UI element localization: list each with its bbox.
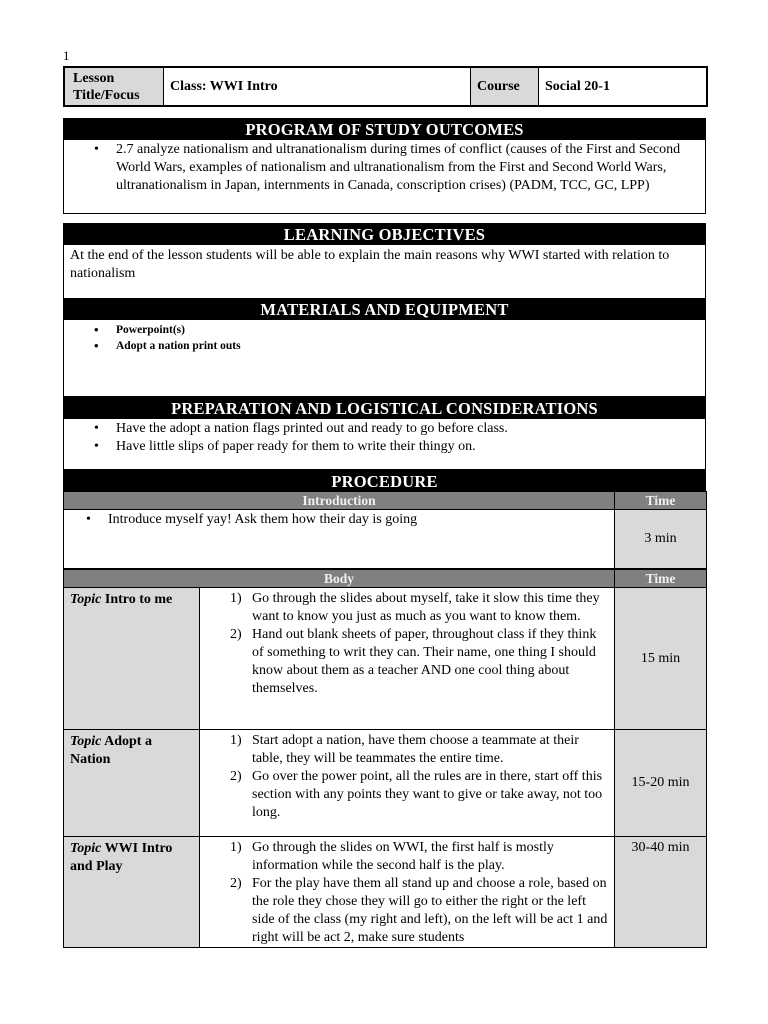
outcomes-section [63,118,706,214]
lesson-header-table [63,66,708,107]
topic-row [64,837,707,948]
introduction-cell [64,510,615,569]
class-title: Class: WWI Intro [164,68,471,105]
topic-time: 15-20 min [615,730,707,837]
procedure-section [63,470,706,492]
objectives-section [63,223,706,299]
step-item: 2) Hand out blank sheets of paper, throughout class if they think of something to writ they can. Their name, one thing I should know about them as a teacher AND one cool thing about themselves. [230,627,597,696]
preparation-heading: PREPARATION AND LOGISTICAL CONSIDERATIONS [64,398,705,419]
material-item: • Powerpoint(s) [116,322,697,338]
step-item: 2) Go over the power point, all the rules are in there, start off this section with any points they want to give or take away, not too long. [230,769,603,820]
body-header: Body [64,570,615,588]
preparation-list [72,420,697,456]
outcome-item: • 2.7 analyze nationalism and ultranationalism during times of conflict (causes of the First and Second World Wars, examples of nationalism and ultranationalism from the First and Second World Wars, ultranationalism in Japan, internments in Canada, conscription crises) (PADM, TCC, GC, LPP) [116,141,697,195]
topic-label [64,588,200,730]
introduction-header: Introduction [64,492,615,510]
preparation-item: • Have little slips of paper ready for them to write their thingy on. [116,438,697,456]
step-item: 2) For the play have them all stand up and choose a role, based on the role they chose they will go to either the right or the left side of the class (my right and left), on the left will be act 1 and right will be act 2, make sure students [230,876,608,945]
course-label: Course [471,68,539,105]
topic-steps [200,730,615,837]
topic-name: Intro to me [104,592,173,607]
course-value: Social 20-1 [545,78,610,94]
outcomes-heading: PROGRAM OF STUDY OUTCOMES [64,119,705,140]
page-number: 1 [63,48,70,63]
time-header: Time [615,492,707,510]
preparation-item: • Have the adopt a nation flags printed out and ready to go before class. [116,420,697,438]
topic-prefix: Topic [70,841,102,856]
materials-heading: MATERIALS AND EQUIPMENT [64,299,705,320]
body-table [63,569,707,948]
topic-time: 30-40 min [615,837,707,948]
preparation-section [63,397,706,470]
introduction-time: 3 min [615,510,707,569]
topic-prefix: Topic [70,734,102,749]
introduction-item: • Introduce myself yay! Ask them how their day is going [108,511,614,529]
step-item: 1) Go through the slides on WWI, the first half is mostly information while the second half is the play. [230,840,554,873]
step-item: 1) Go through the slides about myself, take it slow this time they want to know you just as much as you want to know them. [230,591,600,624]
topic-row [64,730,707,837]
procedure-heading: PROCEDURE [64,471,705,492]
topic-label [64,837,200,948]
topic-steps [200,837,615,948]
topic-prefix: Topic [70,592,102,607]
introduction-table [63,491,707,569]
topic-time: 15 min [615,588,707,730]
materials-section [63,298,706,397]
topic-steps [200,588,615,730]
topic-label [64,730,200,837]
lesson-title-label: Lesson Title/Focus [65,68,164,105]
materials-list [72,322,697,354]
material-item: • Adopt a nation print outs [116,338,697,354]
topic-name: Adopt a Nation [70,734,152,767]
step-item: 1) Start adopt a nation, have them choose a teammate at their table, they will be teammates the entire time. [230,733,579,766]
objectives-text: At the end of the lesson students will be able to explain the main reasons why WWI started with relation to nationalism [70,248,670,281]
objectives-heading: LEARNING OBJECTIVES [64,224,705,245]
time-header: Time [615,570,707,588]
outcomes-list [72,141,697,195]
topic-name: WWI Intro and Play [70,841,173,874]
topic-row [64,588,707,730]
